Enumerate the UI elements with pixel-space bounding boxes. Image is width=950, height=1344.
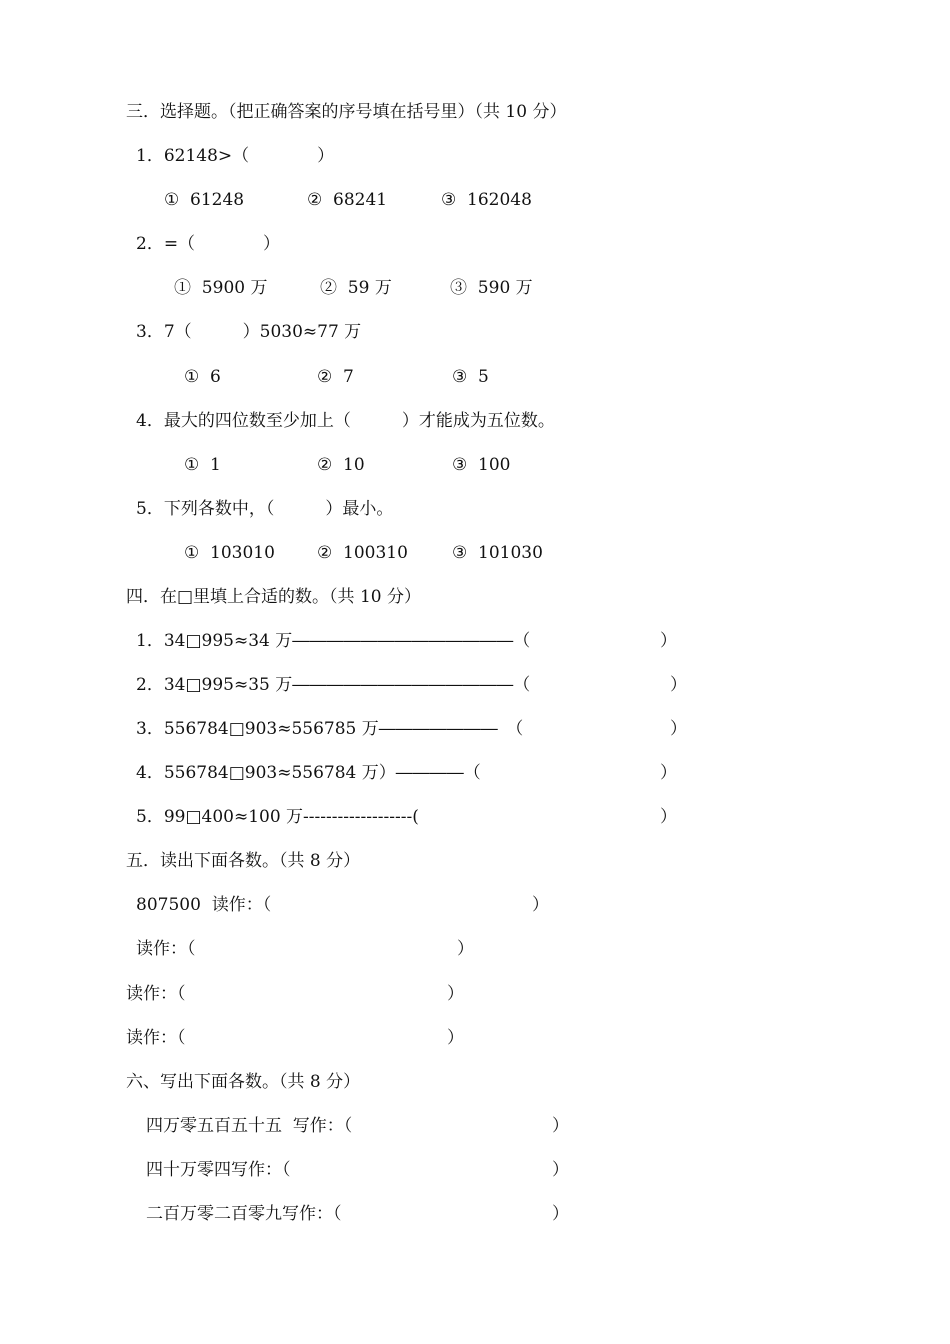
write-item-1: 四万零五百五十五 写作：（ bbox=[146, 1116, 353, 1136]
question-1-option-3: ③ 162048 bbox=[441, 190, 532, 210]
read-item-4: 读作：（ bbox=[126, 1028, 186, 1048]
read-item-1: 807500 读作：（ bbox=[136, 895, 272, 915]
question-3-option-1: ① 6 bbox=[184, 367, 221, 387]
question-4-option-3: ③ 100 bbox=[452, 455, 511, 475]
fill-item-2: 2．34□995≈35 万―――――――――――――（ bbox=[136, 675, 531, 695]
read-item-3: 读作：（ bbox=[126, 984, 186, 1004]
question-2-option-3: ③ 590 万 bbox=[450, 278, 533, 298]
write-item-2: 四十万零四写作：（ bbox=[146, 1160, 291, 1180]
question-3-option-3: ③ 5 bbox=[452, 367, 489, 387]
fill-item-4-close: ） bbox=[660, 763, 677, 783]
fill-item-3: 3．556784□903≈556785 万――――――― （ bbox=[136, 719, 524, 739]
question-1-option-2: ② 68241 bbox=[307, 190, 388, 210]
fill-item-1: 1．34□995≈34 万―――――――――――――（ bbox=[136, 631, 531, 651]
question-4-option-1: ① 1 bbox=[184, 455, 221, 475]
question-1-stem: 1．62148>（ ） bbox=[136, 146, 335, 166]
fill-item-2-close: ） bbox=[670, 675, 687, 695]
question-3-option-2: ② 7 bbox=[317, 367, 354, 387]
fill-item-1-close: ） bbox=[660, 631, 677, 651]
read-item-2-close: ） bbox=[457, 939, 474, 959]
question-4-stem: 4．最大的四位数至少加上（ ）才能成为五位数。 bbox=[136, 411, 555, 431]
question-4-option-2: ② 10 bbox=[317, 455, 365, 475]
section4-heading: 四．在□里填上合适的数。（共 10 分） bbox=[126, 587, 422, 607]
question-2-stem: 2．=（ ） bbox=[136, 234, 281, 254]
write-item-1-close: ） bbox=[552, 1116, 569, 1136]
question-5-stem: 5．下列各数中，（ ）最小。 bbox=[136, 499, 394, 519]
question-2-option-2: ② 59 万 bbox=[320, 278, 392, 298]
read-item-1-close: ） bbox=[532, 895, 549, 915]
fill-item-4: 4．556784□903≈556784 万）――――（ bbox=[136, 763, 481, 783]
read-item-4-close: ） bbox=[447, 1028, 464, 1048]
question-5-option-1: ① 103010 bbox=[184, 543, 275, 563]
write-item-3: 二百万零二百零九写作：（ bbox=[146, 1204, 342, 1224]
question-5-option-2: ② 100310 bbox=[317, 543, 408, 563]
question-5-option-3: ③ 101030 bbox=[452, 543, 543, 563]
section3-heading: 三．选择题。（把正确答案的序号填在括号里）（共 10 分） bbox=[126, 102, 567, 122]
write-item-3-close: ） bbox=[552, 1204, 569, 1224]
section6-heading: 六、写出下面各数。（共 8 分） bbox=[126, 1072, 361, 1092]
section5-heading: 五．读出下面各数。（共 8 分） bbox=[126, 851, 361, 871]
write-item-2-close: ） bbox=[552, 1160, 569, 1180]
question-2-option-1: ① 5900 万 bbox=[174, 278, 268, 298]
question-3-stem: 3．7（ ）5030≈77 万 bbox=[136, 322, 362, 342]
read-item-3-close: ） bbox=[447, 984, 464, 1004]
fill-item-5-close: ） bbox=[660, 807, 677, 827]
fill-item-5: 5．99□400≈100 万-------------------( bbox=[136, 807, 419, 827]
fill-item-3-close: ） bbox=[670, 719, 687, 739]
question-1-option-1: ① 61248 bbox=[164, 190, 245, 210]
read-item-2: 读作：（ bbox=[136, 939, 196, 959]
